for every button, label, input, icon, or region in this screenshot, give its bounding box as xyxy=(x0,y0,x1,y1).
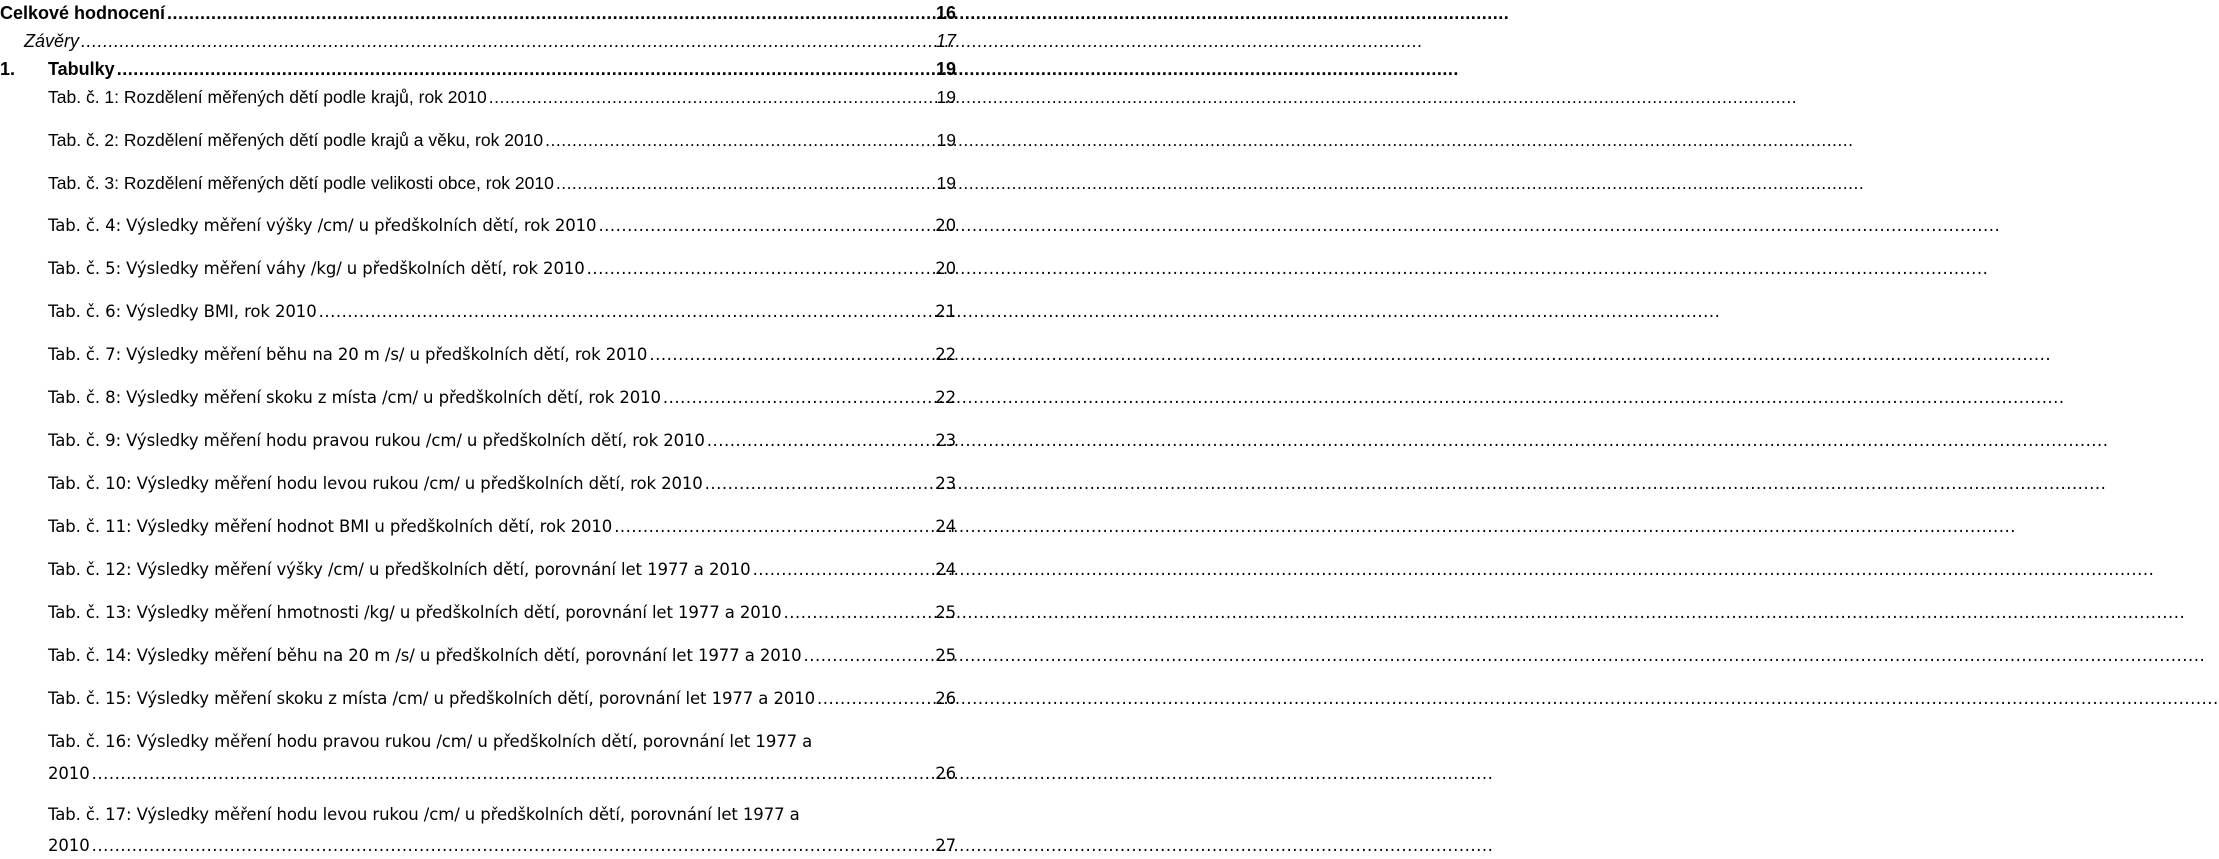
toc-page-number: 26 xyxy=(935,764,956,783)
toc-entry-tab-8[interactable] xyxy=(0,385,956,411)
toc-entry-label: Tab. č. 10: Výsledky měření hodu levou rukou /cm/ u předškolních dětí, rok 2010 xyxy=(48,474,703,493)
toc-entry-tab-14[interactable] xyxy=(0,643,956,669)
toc-entry-tab-9[interactable] xyxy=(0,428,956,454)
toc-dot-leader xyxy=(545,127,934,153)
toc-entry-tab-13[interactable] xyxy=(0,600,956,626)
toc-dot-leader xyxy=(705,471,934,497)
toc-entry-tab-15[interactable] xyxy=(0,686,956,712)
toc-dot-leader xyxy=(649,342,933,368)
toc-dot-leader xyxy=(707,428,933,454)
toc-page-number: 24 xyxy=(935,517,956,536)
toc-entry-label: Tab. č. 11: Výsledky měření hodnot BMI u předškolních dětí, rok 2010 xyxy=(48,517,613,536)
toc-page-number: 23 xyxy=(935,431,956,450)
toc-entry-label: Celkové hodnocení xyxy=(0,3,166,23)
toc-entry-tab-10[interactable] xyxy=(0,471,956,497)
toc-entry-tabulky[interactable] xyxy=(0,56,956,82)
toc-entry-label: Tab. č. 7: Výsledky měření běhu na 20 m /s/ u předškolních dětí, rok 2010 xyxy=(48,345,648,364)
toc-entry-label: Tab. č. 15: Výsledky měření skoku z místa /cm/ u předškolních dětí, porovnání let 1977 a 2010 xyxy=(48,689,816,708)
toc-dot-leader xyxy=(117,56,934,82)
toc-page-number: 22 xyxy=(935,388,956,407)
toc-entry-tab-4[interactable] xyxy=(0,213,956,239)
toc-dot-leader xyxy=(92,761,934,787)
toc-entry-tab-17-label[interactable]: Tab. č. 17: Výsledky měření hodu levou rukou /cm/ u předškolních dětí, porovnání let 1977 a xyxy=(48,805,800,824)
toc-entry-tab-16[interactable] xyxy=(0,761,956,787)
toc-page-number: 20 xyxy=(935,259,956,278)
toc-entry-label: Tab. č. 5: Výsledky měření váhy /kg/ u předškolních dětí, rok 2010 xyxy=(48,259,585,278)
toc-entry-label: Tab. č. 9: Výsledky měření hodu pravou rukou /cm/ u předškolních dětí, rok 2010 xyxy=(48,431,705,450)
toc-entry-label: Závěry xyxy=(24,31,80,51)
toc-page-number: 19 xyxy=(936,173,956,193)
toc-dot-leader xyxy=(92,833,934,859)
toc-entry-tab-5[interactable] xyxy=(0,256,956,282)
toc-entry-label-wrap xyxy=(0,56,115,82)
toc-entry-tab-1[interactable] xyxy=(0,84,956,110)
toc-page-number: 25 xyxy=(935,646,956,665)
toc-entry-label: Tab. č. 2: Rozdělení měřených dětí podle krajů a věku, rok 2010 xyxy=(48,130,544,150)
toc-entry-continuation: 2010 xyxy=(48,764,90,783)
toc-entry-label: Tab. č. 13: Výsledky měření hmotnosti /kg/ u předškolních dětí, porovnání let 1977 a 2010 xyxy=(48,603,782,622)
toc-dot-leader xyxy=(81,28,934,54)
toc-dot-leader xyxy=(753,557,934,583)
toc-entry-tab-3[interactable] xyxy=(0,170,956,196)
toc-dot-leader xyxy=(167,0,934,26)
toc-page-number: 23 xyxy=(935,474,956,493)
toc-page-number: 27 xyxy=(935,836,956,855)
toc-dot-leader xyxy=(663,385,933,411)
toc-entry-tab-6[interactable] xyxy=(0,299,956,325)
toc-dot-leader xyxy=(817,686,933,712)
toc-entry-tab-7[interactable] xyxy=(0,342,956,368)
toc-page-number: 22 xyxy=(935,345,956,364)
toc-entry-tab-11[interactable] xyxy=(0,514,956,540)
toc-dot-leader xyxy=(319,299,934,325)
toc-dot-leader xyxy=(587,256,934,282)
toc-entry-tab-12[interactable] xyxy=(0,557,956,583)
toc-entry-label: Tab. č. 3: Rozdělení měřených dětí podle velikosti obce, rok 2010 xyxy=(48,173,554,193)
toc-page-number: 19 xyxy=(936,130,956,150)
toc-entry-tab-17[interactable] xyxy=(0,833,956,859)
toc-page-number: 26 xyxy=(935,689,956,708)
toc-entry-number: 1. xyxy=(0,59,16,79)
toc-entry-label: Tab. č. 14: Výsledky měření běhu na 20 m /s/ u předškolních dětí, porovnání let 1977 a 2010 xyxy=(48,646,802,665)
toc-page-number: 17 xyxy=(935,31,956,51)
toc-entry-label: Tab. č. 1: Rozdělení měřených dětí podle krajů, rok 2010 xyxy=(48,87,487,107)
toc-page-number: 25 xyxy=(935,603,956,622)
toc-dot-leader xyxy=(803,643,933,669)
toc-entry-tab-16-label[interactable]: Tab. č. 16: Výsledky měření hodu pravou rukou /cm/ u předškolních dětí, porovnání let 1977 a xyxy=(48,732,813,751)
toc-page-number: 19 xyxy=(936,87,956,107)
toc-dot-leader xyxy=(489,84,935,110)
toc-dot-leader xyxy=(598,213,933,239)
toc-entry-label: Tab. č. 4: Výsledky měření výšky /cm/ u předškolních dětí, rok 2010 xyxy=(48,216,597,235)
toc-entry-label: Tabulky xyxy=(48,59,115,79)
toc-entry-celkove-hodnoceni[interactable] xyxy=(0,0,956,26)
toc-page-number: 24 xyxy=(935,560,956,579)
toc-dot-leader xyxy=(614,514,933,540)
toc-page-number: 19 xyxy=(935,59,956,79)
toc-entry-continuation: 2010 xyxy=(48,836,90,855)
toc-entry-label: Tab. č. 8: Výsledky měření skoku z místa /cm/ u předškolních dětí, rok 2010 xyxy=(48,388,661,407)
toc-dot-leader xyxy=(556,170,935,196)
toc-page-number: 20 xyxy=(935,216,956,235)
toc-entry-label: Tab. č. 12: Výsledky měření výšky /cm/ u předškolních dětí, porovnání let 1977 a 2010 xyxy=(48,560,751,579)
toc-page-number: 21 xyxy=(935,302,956,321)
toc-dot-leader xyxy=(783,600,933,626)
toc-entry-tab-2[interactable] xyxy=(0,127,956,153)
toc-entry-zavery[interactable] xyxy=(0,28,956,54)
toc-entry-label: Tab. č. 6: Výsledky BMI, rok 2010 xyxy=(48,302,317,321)
toc-page-number: 16 xyxy=(935,3,956,23)
